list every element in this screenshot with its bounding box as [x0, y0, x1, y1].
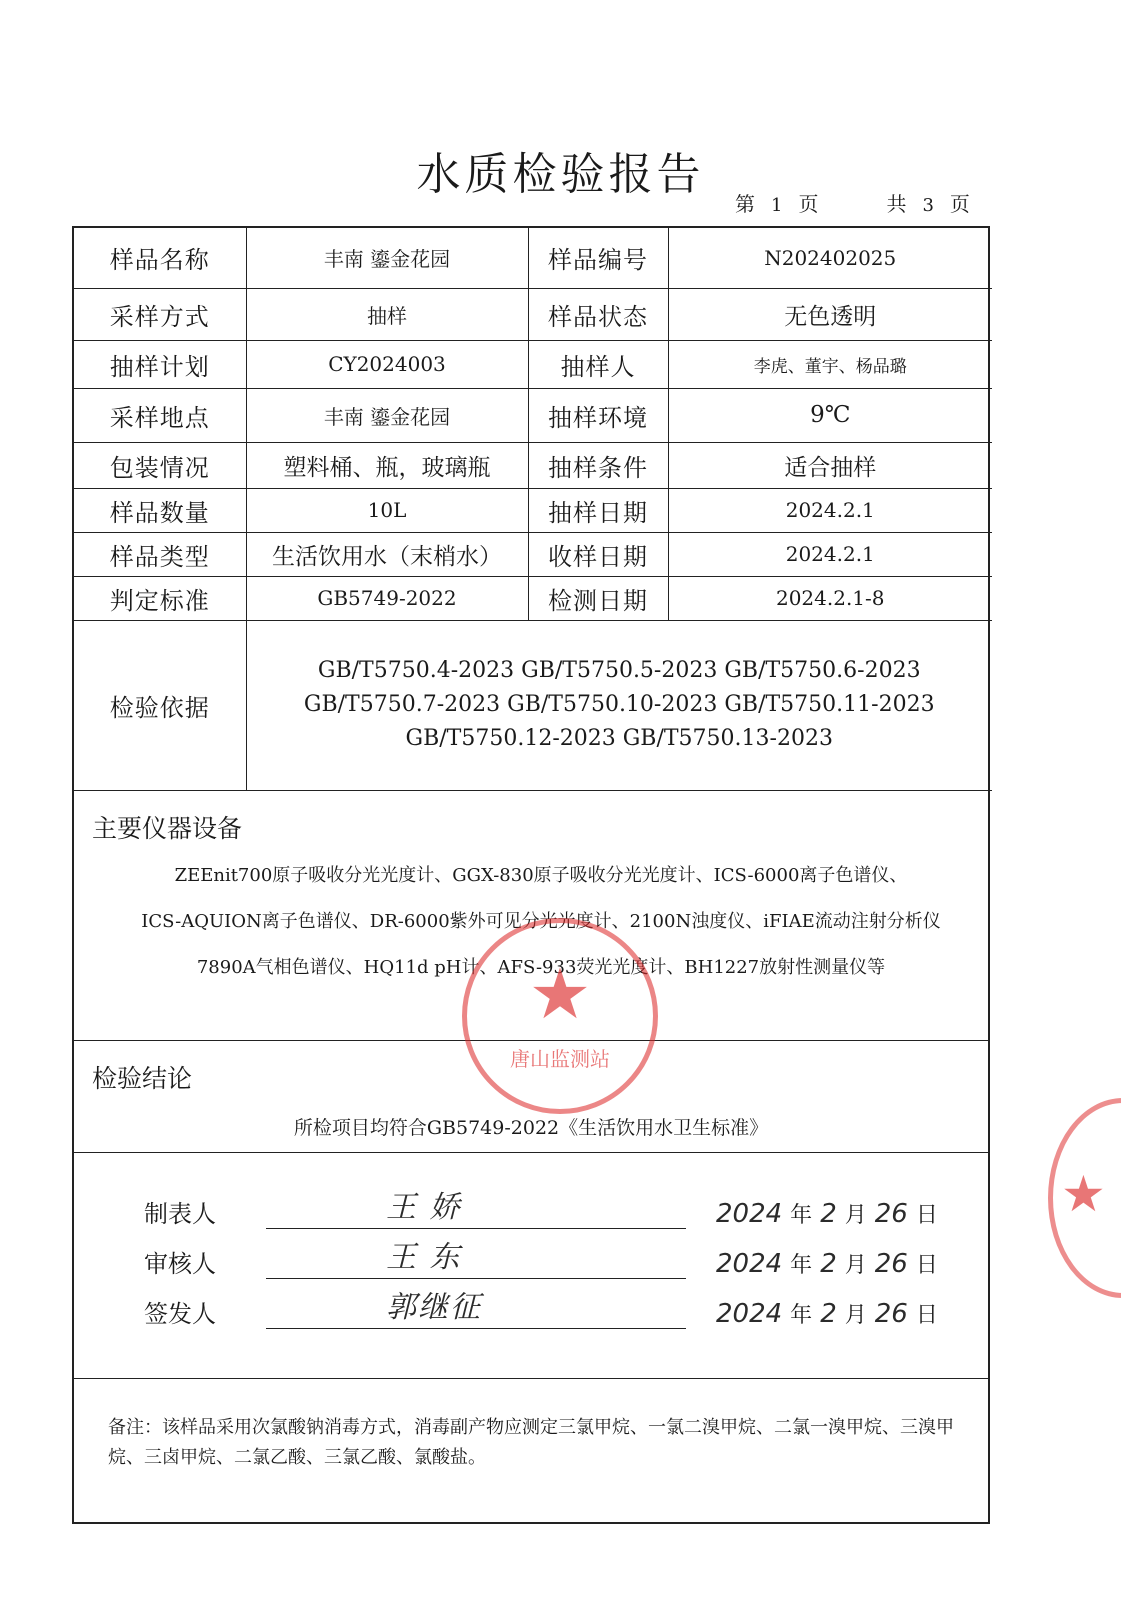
value-cell: 适合抽样: [668, 442, 992, 488]
label-cell: 抽样日期: [528, 488, 668, 532]
sign-date: [716, 1248, 938, 1279]
report-title: 水质检验报告: [416, 149, 705, 200]
value-cell: 生活饮用水（末梢水）: [246, 532, 528, 576]
basis-line: GB/T5750.4-2023 GB/T5750.5-2023 GB/T5750.6-2023: [317, 658, 921, 683]
signature-line: [266, 1242, 686, 1279]
year-unit: 年: [790, 1303, 813, 1328]
month-unit: 月: [844, 1253, 867, 1278]
date-year: 2024: [716, 1299, 783, 1329]
handwritten-signature: 郭继征: [386, 1290, 482, 1325]
table-row: [74, 532, 992, 576]
label-cell: 包装情况: [74, 442, 246, 488]
sign-date: [716, 1298, 938, 1329]
signature-section: [74, 1152, 988, 1378]
month-unit: 月: [844, 1303, 867, 1328]
signature-row: [144, 1233, 948, 1279]
table-row: [74, 340, 992, 388]
date-day: 26: [874, 1299, 908, 1329]
edge-seal: [1048, 1098, 1121, 1298]
table-row: [74, 388, 992, 442]
label-cell: 抽样计划: [74, 340, 246, 388]
date-day: 26: [874, 1199, 908, 1229]
table-row: [74, 488, 992, 532]
label-cell: 样品数量: [74, 488, 246, 532]
total-num: 3: [922, 195, 934, 216]
year-unit: 年: [790, 1253, 813, 1278]
instrument-line: ZEEnit700原子吸收分光光度计、GGX-830原子吸收分光光度计、ICS-6000离子色谱仪、: [174, 865, 908, 886]
basis-line: GB/T5750.12-2023 GB/T5750.13-2023: [405, 726, 833, 751]
signature-line: [266, 1192, 686, 1229]
total-label: 共: [886, 192, 907, 216]
year-unit: 年: [790, 1203, 813, 1228]
value-cell: 9℃: [668, 388, 992, 442]
instrument-line: ICS-AQUION离子色谱仪、DR-6000紫外可见分光光度计、2100N浊度仪、iFIAE流动注射分析仪: [141, 911, 941, 932]
total-unit: 页: [949, 192, 970, 216]
star-icon: ★: [1061, 1165, 1106, 1223]
label-cell: 抽样环境: [528, 388, 668, 442]
instrument-line: 7890A气相色谱仪、HQ11d pH计、AFS-933荧光光度计、BH1227放射性测量仪等: [196, 957, 886, 978]
value-cell: 2024.2.1: [668, 532, 992, 576]
note-section: [74, 1378, 988, 1524]
page-label: 第: [735, 192, 755, 216]
official-seal: [462, 918, 658, 1114]
label-cell: 样品状态: [528, 288, 668, 340]
note-text: 备注：该样品采用次氯酸钠消毒方式，消毒副产物应测定三氯甲烷、一氯二溴甲烷、二氯一溴甲烷、三溴甲烷、三卤甲烷、二氯乙酸、三氯乙酸、氯酸盐。: [108, 1417, 954, 1468]
date-day: 26: [874, 1249, 908, 1279]
date-month: 2: [820, 1199, 837, 1229]
page-unit: 页: [798, 192, 819, 216]
handwritten-signature: 王 东: [386, 1240, 462, 1275]
label-cell: 采样地点: [74, 388, 246, 442]
value-cell: 李虎、董宇、杨品璐: [668, 340, 992, 388]
label-cell: 采样方式: [74, 288, 246, 340]
signature-row: [144, 1183, 948, 1229]
report-frame: [72, 226, 990, 1524]
table-row: [74, 576, 992, 620]
table-row: [74, 288, 992, 340]
date-month: 2: [820, 1249, 837, 1279]
label-cell: 检测日期: [528, 576, 668, 620]
label-cell: 收样日期: [528, 532, 668, 576]
info-table: [74, 228, 992, 791]
value-cell: 2024.2.1-8: [668, 576, 992, 620]
page-number: [735, 188, 970, 217]
conclusion-heading: 检验结论: [92, 1064, 193, 1093]
date-month: 2: [820, 1299, 837, 1329]
value-cell: 10L: [246, 488, 528, 532]
value-cell: 塑料桶、瓶，玻璃瓶: [246, 442, 528, 488]
basis-line: GB/T5750.7-2023 GB/T5750.10-2023 GB/T5750.11-2023: [303, 692, 935, 717]
conclusion-text: 所检项目均符合GB5749-2022《生活饮用水卫生标准》: [293, 1117, 769, 1139]
handwritten-signature: 王 娇: [386, 1190, 462, 1225]
value-cell: CY2024003: [246, 340, 528, 388]
signer-label: 签发人: [144, 1300, 216, 1328]
signature-row: [144, 1283, 948, 1329]
seal-text: 唐山监测站: [510, 1047, 610, 1071]
day-unit: 日: [915, 1303, 938, 1328]
value-cell: 丰南 鎏金花园: [246, 228, 528, 288]
label-cell: 判定标准: [74, 576, 246, 620]
page-num: 1: [771, 195, 783, 216]
sign-date: [716, 1198, 938, 1229]
value-cell: 丰南 鎏金花园: [246, 388, 528, 442]
instruments-heading: 主要仪器设备: [92, 814, 243, 843]
day-unit: 日: [915, 1253, 938, 1278]
signer-label: 审核人: [144, 1250, 216, 1278]
table-row: [74, 228, 992, 288]
table-row: [74, 620, 992, 790]
table-row: [74, 442, 992, 488]
value-cell: GB5749-2022: [246, 576, 528, 620]
label-cell: 样品类型: [74, 532, 246, 576]
value-cell: 抽样: [246, 288, 528, 340]
basis-standards: [246, 620, 992, 790]
value-cell: 无色透明: [668, 288, 992, 340]
label-cell: 抽样人: [528, 340, 668, 388]
signer-label: 制表人: [144, 1200, 216, 1228]
date-year: 2024: [716, 1249, 783, 1279]
value-cell: 2024.2.1: [668, 488, 992, 532]
label-cell: 样品编号: [528, 228, 668, 288]
label-cell: 抽样条件: [528, 442, 668, 488]
label-cell: 样品名称: [74, 228, 246, 288]
month-unit: 月: [844, 1203, 867, 1228]
date-year: 2024: [716, 1199, 783, 1229]
signature-line: [266, 1292, 686, 1329]
basis-label: 检验依据: [74, 620, 246, 790]
star-icon: ★: [528, 953, 592, 1035]
value-cell: N202402025: [668, 228, 992, 288]
day-unit: 日: [915, 1203, 938, 1228]
